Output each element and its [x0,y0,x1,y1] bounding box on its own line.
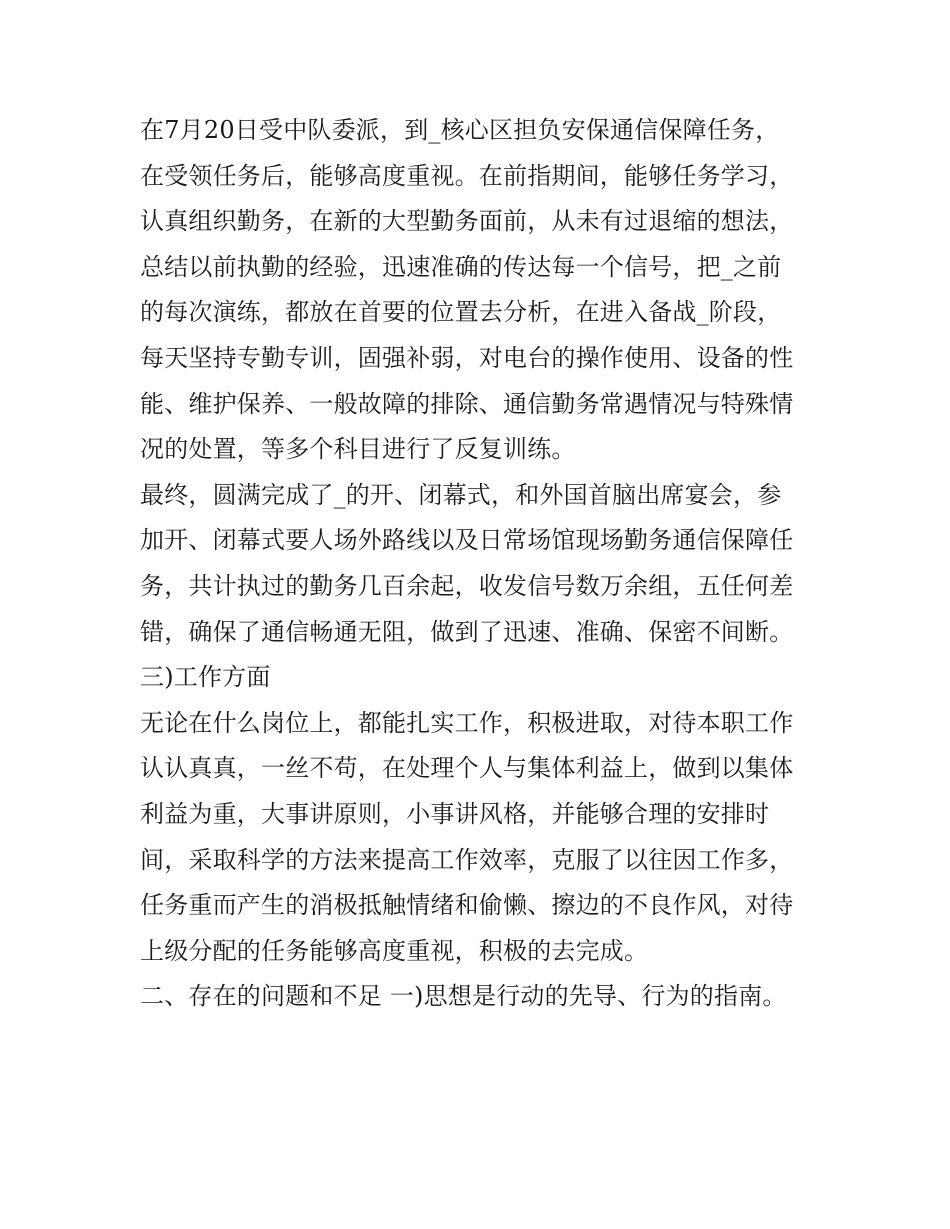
section-heading: 二、存在的问题和不足 一)思想是行动的先导、行为的指南。 [140,982,787,1011]
document-body [140,108,820,1020]
text-line: 上级分配的任务能够高度重视，积极的去完成。 [140,936,649,965]
text-line: 错，确保了通信畅通无阻，做到了迅速、准确、保密不间断。 [140,617,794,646]
text-line: 无论在什么岗位上，都能扎实工作，积极进取，对待本职工作 [140,708,794,737]
section-heading: 三)工作方面 [140,663,271,692]
text-line: 务，共计执过的勤务几百余起，收发信号数万余组，五任何差 [140,571,794,600]
text-line: 能、维护保养、一般故障的排除、通信勤务常遇情况与特殊情 [140,389,794,418]
text-line: 每天坚持专勤专训，固强补弱，对电台的操作使用、设备的性 [140,343,794,372]
text-line: 在受领任务后，能够高度重视。在前指期间，能够任务学习， [140,161,794,190]
text-line: 间，采取科学的方法来提高工作效率，克服了以往因工作多， [140,845,794,874]
text-line: 认真组织勤务，在新的大型勤务面前，从未有过退缩的想法， [140,207,794,236]
text-line: 认认真真，一丝不苟，在处理个人与集体利益上，做到以集体 [140,754,794,783]
text-line: 任务重而产生的消极抵触情绪和偷懒、擦边的不良作风，对待 [140,891,794,920]
text-line: 况的处置，等多个科目进行了反复训练。 [140,435,576,464]
text-line: 总结以前执勤的经验，迅速准确的传达每一个信号，把_之前 [140,252,782,281]
text-line: 最终，圆满完成了_的开、闭幕式，和外国首脑出席宴会，参 [140,480,782,509]
text-line: 加开、闭幕式要人场外路线以及日常场馆现场勤务通信保障任 [140,526,794,555]
text-line: 的每次演练，都放在首要的位置去分析，在进入备战_阶段， [140,298,782,327]
text-line: 在7月20日受中队委派，到_核心区担负安保通信保障任务， [140,116,780,144]
text-line: 利益为重，大事讲原则，小事讲风格，并能够合理的安排时 [140,799,770,828]
